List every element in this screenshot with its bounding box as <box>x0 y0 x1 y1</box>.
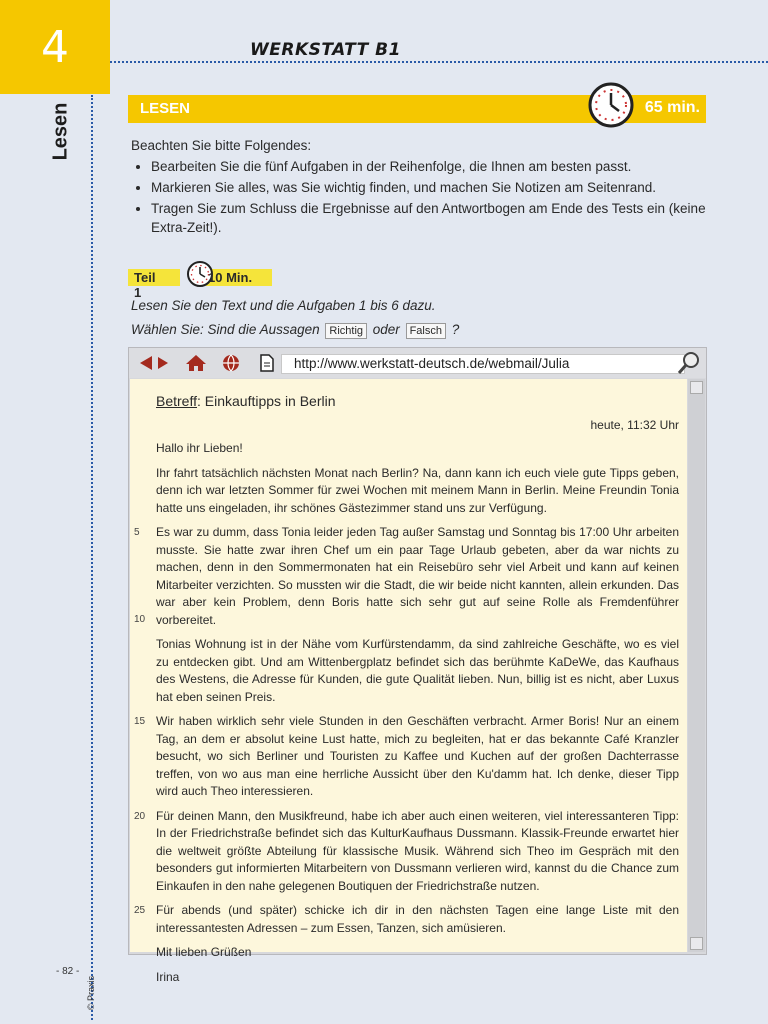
browser-toolbar <box>129 348 706 378</box>
line-number: 5 <box>134 527 140 538</box>
email-paragraph: 5 10 Es war zu dumm, dass Tonia leider jeden Tag außer Samstag und Sonntag bis 17:00 Uhr arbeiten musste. Sie hatte zwar ihren Chef um ein paar Tage Urlaub gebeten, aber da war nichts zu machen, denn in den Sommermonaten hat ein Reisebüro sehr viel Arbeit und kann auf keinen Mitarbeiter verzichten. So mussten wir die Stadt, die wir beide nicht kannten, allein erkunden. Das war aber kein Problem, denn Boris hatte sich sehr gut auf seine Rolle als Fremdenführer vorbereitet. <box>134 525 679 627</box>
clock-icon <box>588 82 634 128</box>
section-label: Lesen <box>49 102 72 161</box>
email-paragraph: 25 Für abends (und später) schicke ich dir in den nächsten Tagen eine lange Liste mit den interessantesten Adressen – zum Essen, Tanzen, sich amüsieren. <box>134 903 679 935</box>
teil-label: Teil 1 <box>134 270 156 300</box>
url-bar[interactable]: http://www.werkstatt-deutsch.de/webmail/Julia <box>281 354 685 374</box>
line-number: 25 <box>134 905 146 916</box>
chapter-number: 4 <box>41 22 69 73</box>
email-signature: Irina <box>156 969 180 984</box>
email-body <box>134 393 679 986</box>
email-greeting: Hallo ihr Lieben! <box>156 441 243 455</box>
page-title: WERKSTATT B1 <box>250 40 401 60</box>
margin-divider <box>91 95 93 1020</box>
scrollbar[interactable] <box>688 379 705 952</box>
instruction-line-1: Lesen Sie den Text und die Aufgaben 1 bis 6 dazu. <box>131 298 436 313</box>
email-paragraph: 15 Wir haben wirklich sehr viele Stunden in den Geschäften verbracht. Armer Boris! Nur an einem Tag, an dem er absolut keine Lust hatte, mich zu begleiten, hat er das bekannte Café Kranzler besucht, wo sich Berliner und Touristen zu Kaffee und Kuchen auf der großen Dachterrasse treffen, von wo aus man eine herrliche Aussicht über den Ku'damm hat. Ich denke, dieser Tipp wird auch Theo interessieren. <box>134 714 679 798</box>
page-number: - 82 - <box>56 966 80 977</box>
instruction-line-2: Wählen Sie: Sind die Aussagen Richtig oder Falsch ? <box>131 322 460 337</box>
intro-bullet: • Bearbeiten Sie die fünf Aufgaben in der Reihenfolge, die Ihnen am besten passt. <box>151 157 721 176</box>
falsch-tag: Falsch <box>406 323 446 339</box>
forward-arrow-icon[interactable] <box>157 354 169 372</box>
lesen-label: LESEN <box>140 100 191 117</box>
email-paragraph: Tonias Wohnung ist in der Nähe vom Kurfürstendamm, da sind zahlreiche Geschäfte, wo es viel zu entdecken gibt. Und am Wittenbergplatz befindet sich das berühmte KaDeWe, das Kaufhaus des Westens, die Adresse für Kunden, die gute Qualität lieben. Nun, billig ist es nicht, aber Luxus hat eben seinen Preis. <box>156 637 679 704</box>
line-number: 10 <box>134 614 146 625</box>
line-number: 15 <box>134 716 146 727</box>
intro-block <box>131 136 721 239</box>
home-icon[interactable] <box>185 354 207 372</box>
header-divider <box>110 61 768 63</box>
email-closing: Mit lieben Grüßen <box>156 945 252 959</box>
email-paragraph: 20 Für deinen Mann, den Musikfreund, habe ich aber auch einen weiteren, viel interessanteren Tipp: In der Friedrichstraße befindet sich das KulturKaufhaus Dussmann. Klassik-Freunde erwartet hier die weltweit größte Abteilung für klassische Musik. Während sich Theo im Gespräch mit den besonders gut informierten Mitarbeitern von Dussmann verlieren wird, kannst du die Chance zum Einkaufen in den nahe gelegenen Boutiquen der Friedrichstraße nutzen. <box>134 808 679 893</box>
email-subject: Betreff: Einkauftipps in Berlin <box>156 393 336 409</box>
email-paragraph: Ihr fahrt tatsächlich nächsten Monat nach Berlin? Na, dann kann ich euch viele gute Tipps geben, denn ich war letzten Sommer für zwei Wochen mit meinem Mann in Berlin. Meine Freundin Tonia hatte uns eingeladen, ihr schönes Gästezimmer stand uns zur Verfügung. <box>156 465 679 515</box>
intro-bullet: • Markieren Sie alles, was Sie wichtig finden, und machen Sie Notizen am Seitenrand. <box>151 178 721 197</box>
email-date: heute, 11:32 Uhr <box>590 417 679 432</box>
teil-time: 10 Min. <box>208 270 253 285</box>
intro-list <box>131 157 721 237</box>
back-arrow-icon[interactable] <box>139 354 153 372</box>
globe-icon[interactable] <box>221 354 241 372</box>
page-icon <box>259 354 275 372</box>
chapter-box <box>0 0 110 94</box>
search-icon[interactable] <box>677 351 701 375</box>
line-number: 20 <box>134 810 146 822</box>
copyright-label: © Praxis <box>86 975 97 1011</box>
intro-bullet: • Tragen Sie zum Schluss die Ergebnisse auf den Antwortbogen am Ende des Tests ein (keine Extra-Zeit!). <box>151 199 721 237</box>
lesen-time: 65 min. <box>644 99 700 116</box>
scroll-up-button[interactable] <box>690 381 703 394</box>
intro-lead: Beachten Sie bitte Folgendes: <box>131 138 312 153</box>
scroll-down-button[interactable] <box>690 937 703 950</box>
richtig-tag: Richtig <box>325 323 367 339</box>
